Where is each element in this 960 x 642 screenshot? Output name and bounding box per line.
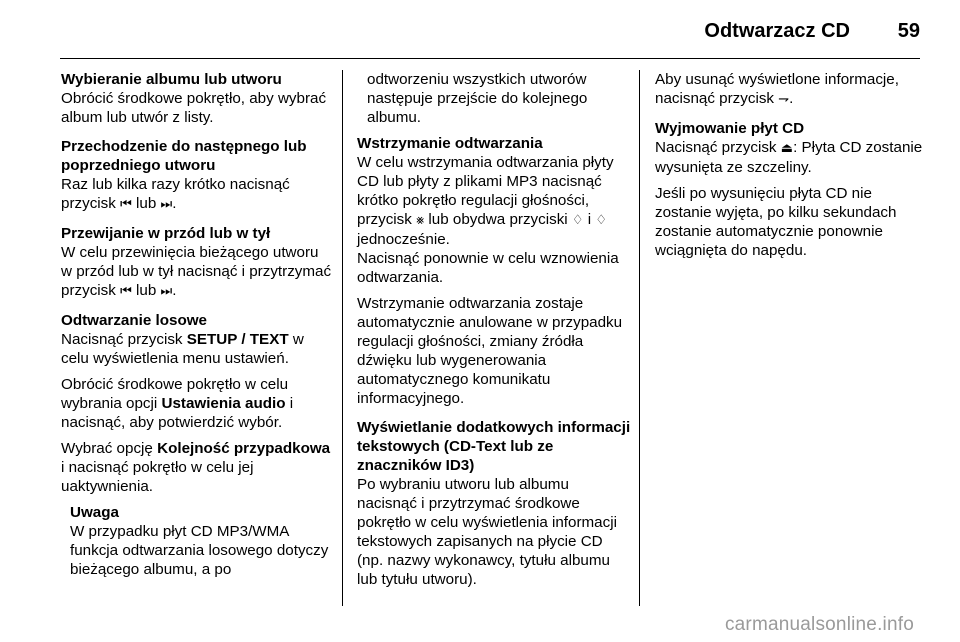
previous-track-icon: ⏮ [120, 284, 132, 299]
section-select-album [61, 70, 333, 127]
heading-next-prev-track: Przechodzenie do następnego lub poprzedniego utworu [61, 138, 307, 174]
section-pause [357, 134, 632, 287]
heading-fast-forward: Przewijanie w przód lub w tył [61, 225, 271, 242]
heading-random-play: Odtwarzanie losowe [61, 312, 208, 329]
note-text: W przypadku płyt CD MP3/WMA funkcja odtwarzania losowego dotyczy bieżącego albumu, a po [70, 523, 329, 578]
text-cd-text: Po wybraniu utworu lub albumu nacisnąć i przytrzymać środkowe pokrętło w celu wyświetlenia informacji tekstowych zapisanych na płycie CD (np. nazwy wykonawcy, tytułu albumu lub tytułu utworu). [357, 476, 617, 588]
back-icon: ⇁ [778, 92, 790, 107]
heading-select-album: Wybieranie albumu lub utworu [61, 71, 282, 88]
section-cd-text [357, 418, 632, 589]
page-number: 59 [897, 20, 920, 42]
page-title: Odtwarzacz CD [704, 20, 850, 42]
text-eject: Nacisnąć przycisk ⏏: Płyta CD zostanie wysunięta ze szczeliny. [655, 139, 923, 176]
header-divider [60, 58, 920, 59]
text-resume: Nacisnąć ponownie w celu wznowienia odtwarzania. [357, 250, 619, 286]
column-divider-2 [639, 70, 640, 606]
note-box [61, 503, 333, 579]
text-random-play-1: Nacisnąć przycisk SETUP / TEXT w celu wyświetlenia menu ustawień. [61, 331, 304, 367]
column-2 [357, 70, 632, 599]
text-next-prev-track: Raz lub kilka razy krótko nacisnąć przycisk ⏮ lub ⏭. [61, 176, 290, 212]
random-order-label: Kolejność przypadkowa [157, 440, 331, 457]
text-pause: W celu wstrzymania odtwarzania płyty CD lub płyty z plikami MP3 nacisnąć krótko pokrętło regulacji głośności, przycisk ⨳ lub obydwa przyciski ♢ i ♢ jednocześnie. [357, 154, 614, 248]
text-fast-forward: W celu przewinięcia bieżącego utworu w przód lub w tył nacisnąć i przytrzymać przycisk ⏮ lub ⏭. [61, 244, 332, 299]
column-1 [61, 70, 333, 579]
mute-icon: ⨳ [416, 213, 425, 228]
eject-icon: ⏏ [780, 141, 794, 156]
text-auto-reload: Jeśli po wysunięciu płyta CD nie zostanie wyjęta, po kilku sekundach zostanie automatycznie ponownie wciągnięta do napędu. [655, 185, 897, 259]
next-track-icon: ⏭ [160, 284, 173, 299]
section-fast-forward [61, 224, 333, 301]
volume-down-icon: ♢ [571, 213, 584, 228]
text-random-play-3: Wybrać opcję Kolejność przypadkowa i nacisnąć pokrętło w celu jej uaktywnienia. [61, 440, 331, 495]
setup-text-button-label: SETUP / TEXT [186, 331, 289, 348]
heading-cd-text: Wyświetlanie dodatkowych informacji tekstowych (CD-Text lub ze znaczników ID3) [357, 419, 631, 474]
section-random-play [61, 311, 333, 368]
volume-up-icon: ♢ [595, 213, 608, 228]
text-pause-cancel: Wstrzymanie odtwarzania zostaje automatycznie anulowane w przypadku regulacji głośności, zmiany źródła dźwięku lub wygenerowania automatycznego komunikatu informacyjnego. [357, 295, 623, 407]
column-divider-1 [342, 70, 343, 606]
heading-pause: Wstrzymanie odtwarzania [357, 135, 543, 152]
section-next-prev-track [61, 137, 333, 214]
note-title: Uwaga [70, 504, 119, 521]
next-track-icon: ⏭ [160, 197, 173, 212]
text-random-play-2: Obrócić środkowe pokrętło w celu wybrania opcji Ustawienia audio i nacisnąć, aby potwierdzić wybór. [61, 376, 294, 431]
column-3 [655, 70, 925, 270]
audio-settings-label: Ustawienia audio [161, 395, 286, 412]
text-select-album: Obrócić środkowe pokrętło, aby wybrać album lub utwór z listy. [61, 90, 327, 126]
text-clear-info: Aby usunąć wyświetlone informacje, nacisnąć przycisk ⇁. [655, 71, 899, 107]
watermark: carmanualsonline.info [724, 614, 914, 635]
text-album-continuation: odtworzeniu wszystkich utworów następuje przejście do kolejnego albumu. [367, 71, 588, 126]
heading-eject: Wyjmowanie płyt CD [655, 120, 805, 137]
section-eject [655, 119, 925, 177]
previous-track-icon: ⏮ [120, 197, 132, 212]
